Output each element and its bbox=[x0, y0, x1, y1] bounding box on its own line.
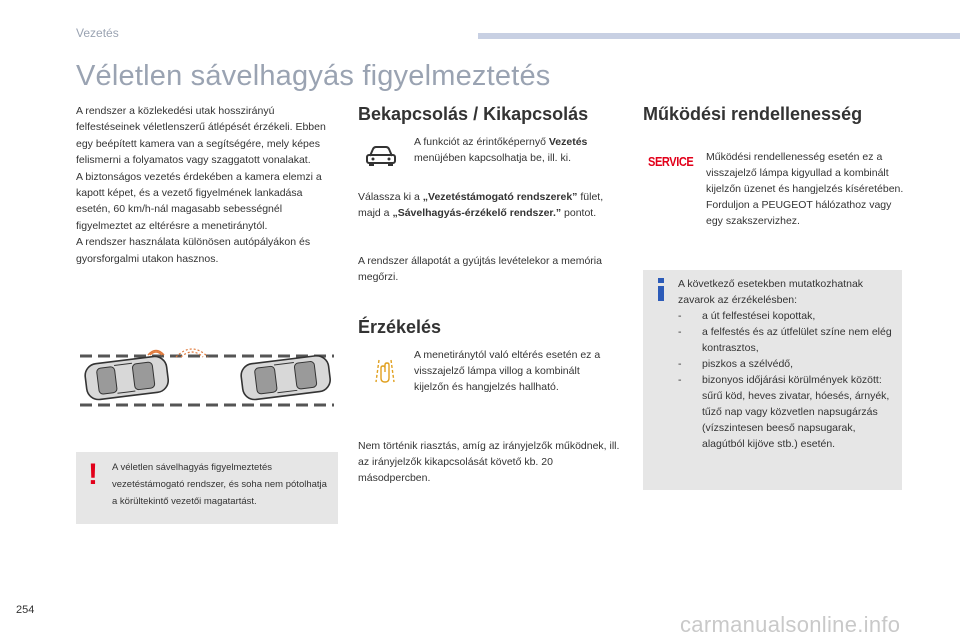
service-warning-icon: SERVICE bbox=[648, 154, 694, 169]
mukodesi-text: Működési rendellenesség esetén ez a visszajelző lámpa kigyullad a kombinált kijelzőn üzenet és hangjelzés kíséretében. Forduljon a PEUGEOT hálózathoz vagy egy szakszervizhez. bbox=[706, 151, 904, 227]
bekapcsolas-func-text: A funkciót az érintőképernyő Vezetés menüjében kapcsolhatja be, ill. ki. bbox=[414, 136, 588, 164]
heading-bekapcsolas: Bekapcsolás / Kikapcsolás bbox=[358, 104, 589, 124]
intro-paragraph: A rendszer a közlekedési utak hosszirányú felfestéseinek véletlenszerű átlépését érzékeli. Ebben egy beépített kamera van a segítségére, mely képes felismerni a folyamatos vagy szaggatott vonalakat. bbox=[76, 105, 326, 167]
header-bar bbox=[478, 33, 960, 39]
warning-box bbox=[76, 452, 338, 524]
bekapcsolas-select-text: Válassza ki a „Vezetéstámogató rendszerek” fület, majd a „Sávelhagyás-érzékelő rendszer.” pontot. bbox=[358, 191, 604, 219]
list-item: - bizonyos időjárási körülmények között: sűrű köd, heves zivatar, hóesés, árnyék, tűző nap vagy közvetlen napsugárzás (vízszintesen beeső napsugarak, alagútból kijöve stb.) esetén. bbox=[678, 374, 890, 450]
info-list bbox=[678, 308, 900, 452]
lane-departure-warning-icon bbox=[372, 356, 398, 386]
intro-paragraph: A rendszer használata különösen autópályákon és gyorsforgalmi utakon hasznos. bbox=[76, 236, 311, 265]
erzekeles-no-alert-text: Nem történik riasztás, amíg az irányjelzők működnek, ill. az irányjelzők kikapcsolását követő kb. 20 másodpercben. bbox=[358, 440, 620, 484]
lane-departure-illustration bbox=[76, 343, 338, 418]
warning-text: A véletlen sávelhagyás figyelmeztetés vezetéstámogató rendszer, és soha nem pótolhatja a körültekintő vezetői magatartást. bbox=[112, 462, 327, 507]
bekapcsolas-memory-text: A rendszer állapotát a gyújtás levételekor a memória megőrzi. bbox=[358, 255, 602, 283]
list-item: - piszkos a szélvédő, bbox=[678, 358, 794, 370]
list-item: - a felfestés és az útfelület színe nem elég kontrasztos, bbox=[678, 326, 892, 354]
heading-mukodesi: Működési rendellenesség bbox=[643, 104, 863, 124]
intro-text bbox=[76, 103, 338, 267]
list-item: - a út felfestései kopottak, bbox=[678, 310, 816, 322]
info-icon bbox=[655, 278, 667, 298]
intro-paragraph: A biztonságos vezetés érdekében a kamera elemzi a kapott képet, és a vezető figyelmének lankadása esetén, 60 km/h-nál magasabb sebességnél figyelmeztet az eltérésre a menetiránytól. bbox=[76, 170, 322, 232]
watermark: carmanualsonline.info bbox=[680, 612, 901, 637]
page-title: Véletlen sávelhagyás figyelmeztetés bbox=[76, 60, 551, 92]
section-label: Vezetés bbox=[76, 26, 119, 40]
info-intro: A következő esetekben mutatkozhatnak zavarok az érzékelésben: bbox=[678, 278, 864, 306]
erzekeles-deviation-text: A menetiránytól való eltérés esetén ez a visszajelző lámpa villog a kombinált kijelzőn és hangjelzés hallható. bbox=[414, 349, 601, 393]
heading-erzekeles: Érzékelés bbox=[358, 317, 442, 337]
warning-exclamation-icon: ! bbox=[88, 458, 98, 491]
page-number: 254 bbox=[16, 604, 35, 616]
info-box bbox=[643, 270, 902, 490]
car-icon bbox=[365, 144, 397, 168]
